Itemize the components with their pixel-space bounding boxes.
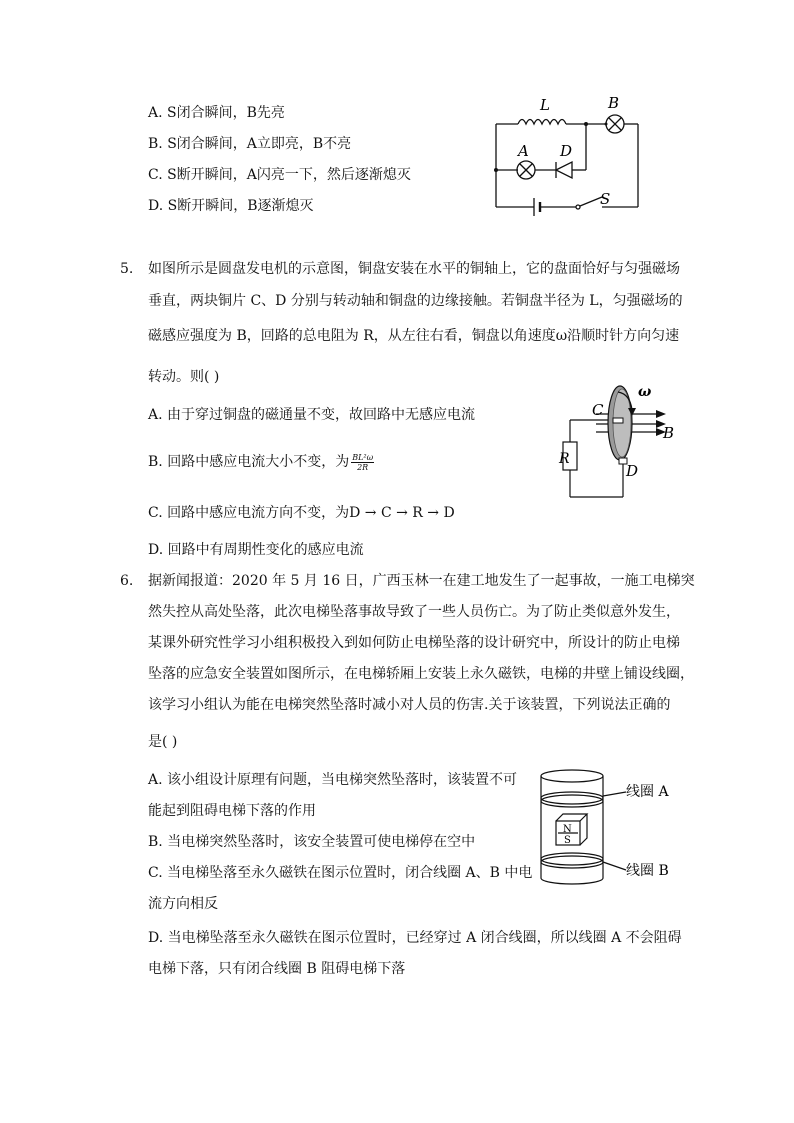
q4-label-b: B <box>608 94 620 112</box>
q6-magnet-s: S <box>564 835 571 846</box>
q6-elevator-coil-diagram <box>536 766 682 888</box>
q5-label-omega: ω <box>638 384 652 400</box>
q4-label-l: L <box>540 96 550 114</box>
q6-option-c-line-1: C. 当电梯坠落至永久磁铁在图示位置时，闭合线圈 A、B 中电 <box>148 865 533 881</box>
q5-option-a: A. 由于穿过铜盘的磁通量不变，故回路中无感应电流 <box>148 407 476 423</box>
q6-stem-line-2: 然失控从高处坠落，此次电梯坠落事故导致了一些人员伤亡。为了防止类似意外发生， <box>148 604 680 620</box>
q6-number: 6. <box>120 573 134 589</box>
q6-option-d-line-1: D. 当电梯坠落至永久磁铁在图示位置时，已经穿过 A 闭合线圈，所以线圈 A 不会阻碍 <box>148 930 682 946</box>
q5-option-b-text: B. 回路中感应电流大小不变，为 <box>148 454 350 470</box>
q4-label-a: A <box>518 142 529 160</box>
q6-option-a-line-1: A. 该小组设计原理有问题，当电梯突然坠落时，该装置不可 <box>148 772 518 788</box>
q4-option-d: D. S断开瞬间，B逐渐熄灭 <box>148 198 314 214</box>
q5-option-b <box>148 452 374 472</box>
q6-label-coil-b: 线圈 B <box>626 863 669 879</box>
q6-stem-line-3: 某课外研究性学习小组积极投入到如何防止电梯坠落的设计研究中，所设计的防止电梯 <box>148 635 680 651</box>
q5-label-b: B <box>663 424 675 442</box>
q6-option-d-line-2: 电梯下落，只有闭合线圈 B 阻碍电梯下落 <box>148 961 406 977</box>
q4-option-c: C. S断开瞬间，A闪亮一下，然后逐渐熄灭 <box>148 167 411 183</box>
q6-stem-line-5: 该学习小组认为能在电梯突然坠落时减小对人员的伤害.关于该装置，下列说法正确的 <box>148 697 671 713</box>
q5-number: 5. <box>120 261 134 277</box>
q4-option-a: A. S闭合瞬间，B先亮 <box>148 105 285 121</box>
q6-option-a-line-2: 能起到阻碍电梯下落的作用 <box>148 803 316 819</box>
q6-option-c-line-2: 流方向相反 <box>148 896 218 912</box>
q6-option-b: B. 当电梯突然坠落时，该安全装置可使电梯停在空中 <box>148 834 476 850</box>
q5-option-d: D. 回路中有周期性变化的感应电流 <box>148 542 364 558</box>
q5-stem-line-4: 转动。则( ) <box>148 369 220 385</box>
q6-stem-line-1: 据新闻报道：2020 年 5 月 16 日，广西玉林一在建工地发生了一起事故，一施工电梯突 <box>148 573 695 589</box>
q5-label-c: C <box>592 401 604 419</box>
q5-label-d: D <box>626 462 639 480</box>
q5-fraction-denominator: 2R <box>357 462 369 472</box>
q5-stem-line-3: 磁感应强度为 B，回路的总电阻为 R，从左往右看，铜盘以角速度ω沿顺时针方向匀速 <box>148 328 680 344</box>
q5-stem-line-2: 垂直，两块铜片 C、D 分别与转动轴和铜盘的边缘接触。若铜盘半径为 L，匀强磁场的 <box>148 293 683 309</box>
q5-fraction-numerator: BL²ω <box>352 452 374 462</box>
q5-disk-generator-diagram <box>556 380 682 500</box>
q4-circuit-diagram <box>488 92 648 222</box>
q5-option-b-fraction <box>351 453 374 472</box>
q4-option-b: B. S闭合瞬间，A立即亮，B不亮 <box>148 136 352 152</box>
q5-option-c: C. 回路中感应电流方向不变，为D → C → R → D <box>148 505 455 521</box>
q6-magnet-n: N <box>563 824 572 835</box>
q6-stem-line-6: 是( ) <box>148 734 178 750</box>
q4-label-s: S <box>600 190 611 208</box>
q4-label-d: D <box>560 142 573 160</box>
q5-stem-line-1: 如图所示是圆盘发电机的示意图，铜盘安装在水平的铜轴上，它的盘面恰好与匀强磁场 <box>148 261 680 277</box>
q6-stem-line-4: 坠落的应急安全装置如图所示，在电梯轿厢上安装上永久磁铁，电梯的井壁上铺设线圈， <box>148 666 694 682</box>
q5-label-r: R <box>559 451 570 467</box>
q6-label-coil-a: 线圈 A <box>626 784 669 800</box>
